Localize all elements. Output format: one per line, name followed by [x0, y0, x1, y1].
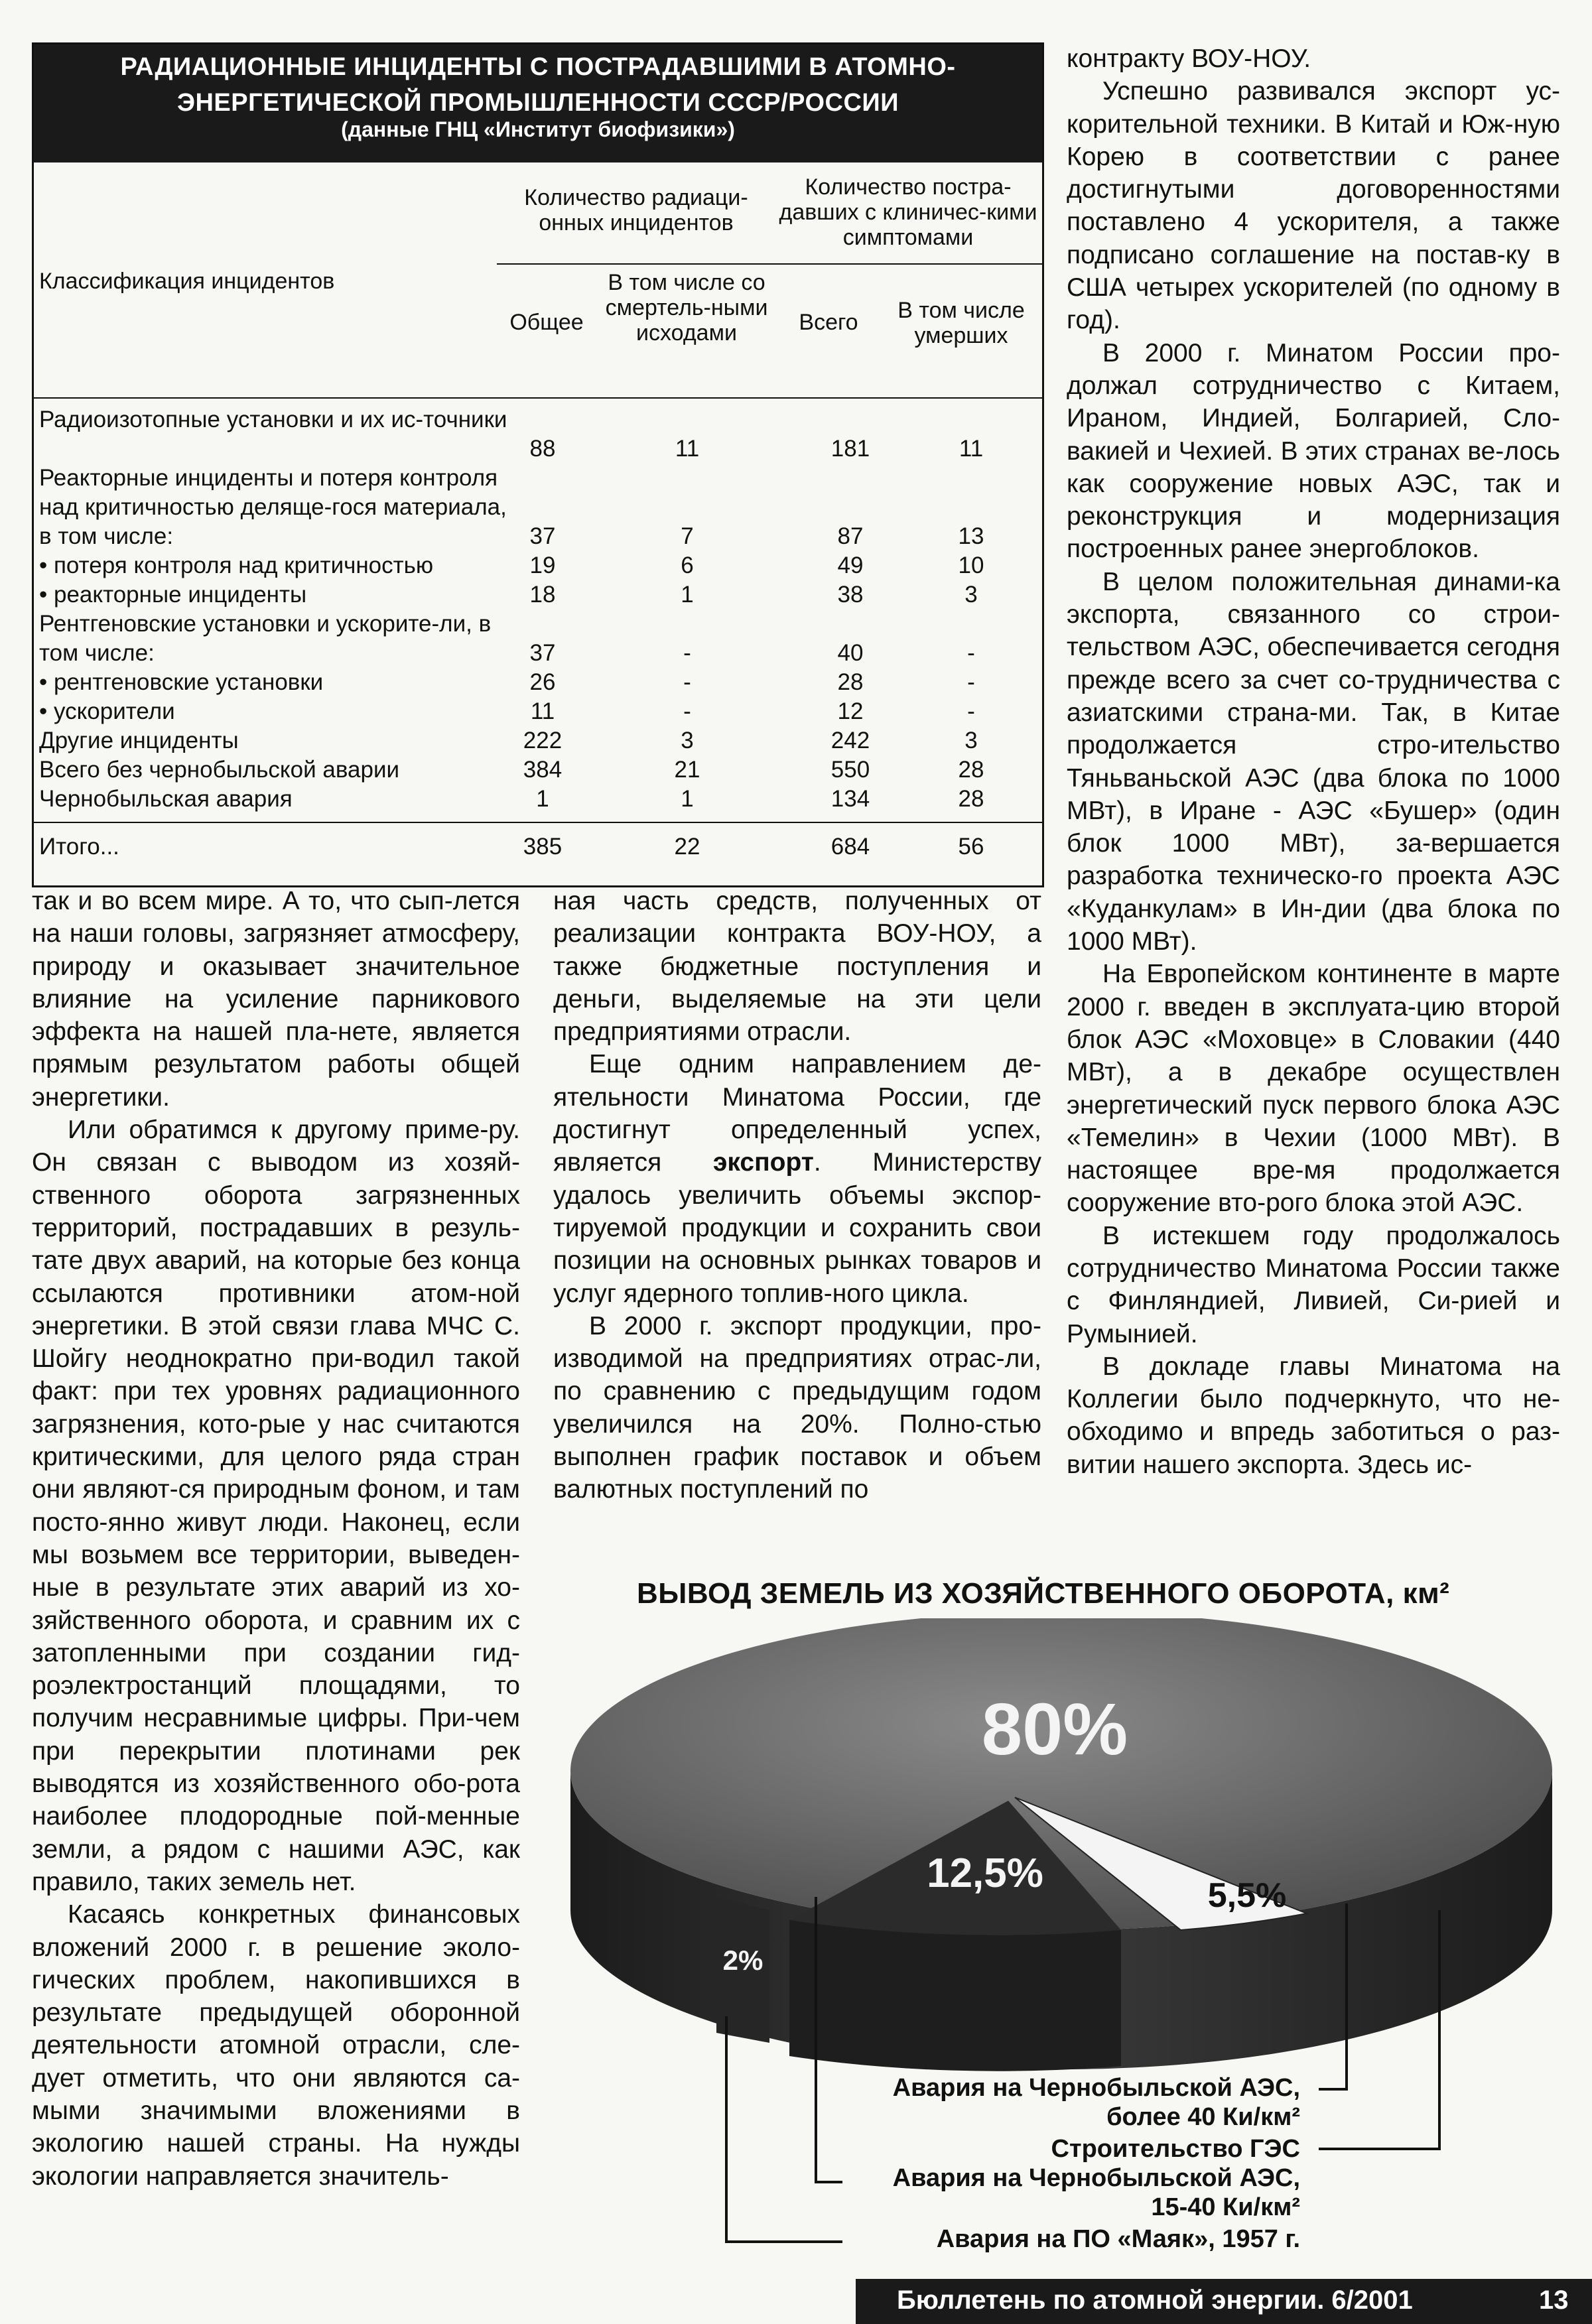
header-divider — [497, 263, 1042, 265]
cell-victims: 87 — [837, 523, 864, 549]
cell-dead: - — [967, 640, 975, 666]
cell-total: 222 — [523, 728, 563, 753]
cell-dead: 13 — [958, 523, 984, 549]
caption-mayak: Авария на ПО «Маяк», 1957 г. — [936, 2225, 1300, 2253]
cell-victims: 181 — [830, 436, 870, 462]
cell-dead: - — [967, 669, 975, 695]
text-span: Еще одним направлением де-ятельности Минатома России, где достигнут определенный успех, является — [553, 1050, 1041, 1177]
cell-victims: 134 — [830, 786, 870, 812]
table-row — [34, 697, 1042, 726]
table-title-source: (данные ГНЦ «Институт биофизики») — [341, 117, 735, 141]
caption-hydro: Строительство ГЭС — [1051, 2135, 1300, 2163]
paragraph: Успешно развивался экспорт ус-корительной техники. В Китай и Юж-ную Корею в соответствии с ранее достигнутыми договоренностями поставлено 4 ускорителя, а также подписано соглашение на постав-ку в США четырех ускорителей (по одному в год). — [1067, 77, 1560, 335]
cell-fatal: 11 — [675, 436, 700, 462]
text-span: . Министерству удалось увеличить объемы экспор-тируемой продукции и сохранить свои позиции на основных рынках товаров и услуг ядерного топлив-ного цикла. — [553, 1148, 1042, 1308]
text-column-left — [32, 885, 520, 2193]
cell-victims: 28 — [837, 669, 864, 695]
table-row — [34, 464, 1042, 551]
paragraph-export — [553, 1048, 1041, 1309]
cell-fatal: 22 — [674, 834, 700, 860]
cell-total: 11 — [530, 698, 555, 724]
row-label: Рентгеновские установки и ускорите-ли, в том числе: — [39, 611, 492, 666]
cell-total: 385 — [523, 834, 563, 860]
cell-fatal: 21 — [674, 757, 700, 783]
cell-total: 37 — [529, 640, 556, 666]
incidents-table — [32, 42, 1044, 887]
cell-dead: 3 — [964, 582, 978, 608]
cell-dead: 28 — [958, 786, 984, 812]
cell-fatal: 3 — [681, 728, 694, 753]
row-label: Радиоизотопные установки и их ис-точники — [39, 407, 507, 432]
cell-total: 19 — [529, 552, 556, 578]
cell-victims: 12 — [837, 698, 864, 724]
row-label: Другие инциденты — [39, 728, 239, 753]
header-total: Общее — [509, 310, 584, 335]
paragraph: Касаясь конкретных финансовых вложений 2000 г. в решение эколо-гических проблем, накопившихся в результате предыдущей оборонной деятельности атомной отрасли, сле-дует отметить, что они являются са-мыми значимыми вложениями в экологию нашей страны. На нужды экологии направляется значитель- — [32, 1900, 520, 2191]
cell-dead: 28 — [958, 757, 984, 783]
paragraph: ная часть средств, полученных от реализации контракта ВОУ-НОУ, а также бюджетные поступления и деньги, выделяемые на эти цели предприятиями отрасли. — [553, 887, 1041, 1047]
caption-line: Авария на Чернобыльской АЭС, — [892, 2164, 1300, 2192]
cell-fatal: 1 — [681, 582, 694, 608]
page-number: 13 — [1539, 2286, 1569, 2315]
cell-total: 1 — [536, 786, 549, 812]
paragraph: В докладе главы Минатома на Коллегии было подчеркнуто, что не-обходимо и впредь заботиться о раз-витии нашего экспорта. Здесь ис- — [1067, 1352, 1560, 1479]
table-row — [34, 755, 1042, 785]
cell-dead: 3 — [964, 728, 978, 753]
paragraph: В целом положительная динами-ка экспорта, связанного со строи-тельством АЭС, обеспечивается сегодня прежде всего за счет со-трудничества с азиатскими страна-ми. Так, в Китае продолжается стро-ительство Тяньваньской АЭС (два блока по 1000 МВт), в Иране - АЭС «Бушер» (один блок 1000 МВт), за-вершается разработка техническо-го проекта АЭС «Куданкулам» в Ин-дии (два блока по 1000 МВт). — [1067, 567, 1560, 956]
table-row — [34, 551, 1042, 580]
paragraph: контракту ВОУ-НОУ. — [1067, 44, 1311, 73]
header-victims-group: Количество постра-давших с клиничес-кими симптомами — [779, 174, 1037, 250]
header-bottom-line — [34, 397, 1042, 399]
cell-victims: 684 — [830, 834, 870, 860]
table-row — [34, 610, 1042, 668]
paragraph: В истекшем году продолжалось сотрудничество Минатома России также с Финляндией, Ливией, Си-рией и Румынией. — [1067, 1221, 1560, 1348]
cell-fatal: 6 — [681, 552, 694, 578]
caption-line: Авария на Чернобыльской АЭС, — [892, 2074, 1300, 2102]
paragraph: так и во всем мире. А то, что сып-лется на наши головы, загрязняет атмосферу, природу и оказывает значительное влияние на усиление парникового эффекта на нашей пла-нете, является прямым результатом работы общей энергетики. — [32, 887, 520, 1112]
caption-chernobyl-40 — [730, 2073, 1300, 2132]
slice-label-2: 2% — [722, 1945, 763, 1976]
cell-fatal: - — [683, 698, 691, 724]
caption-chernobyl-15-40 — [730, 2163, 1300, 2222]
row-label: • реакторные инциденты — [39, 582, 307, 608]
row-label: Всего без чернобыльской аварии — [39, 757, 400, 783]
row-label: Реакторные инциденты и потеря контроля над критичностью деляще-гося материала, в том числе: — [39, 465, 507, 549]
export-keyword: экспорт — [712, 1148, 814, 1177]
cell-victims: 38 — [837, 582, 864, 608]
page-footer — [856, 2279, 1592, 2324]
header-including-fatal: В том числе со смертель-ными исходами — [605, 270, 768, 346]
row-label: • рентгеновские установки — [39, 669, 324, 695]
table-row — [34, 405, 1042, 464]
caption-line: 15-40 Ки/км² — [1151, 2193, 1300, 2221]
slice-label-12-5: 12,5% — [927, 1850, 1043, 1896]
table-title-bar — [34, 44, 1042, 162]
total-divider — [34, 822, 1042, 823]
table-row — [34, 726, 1042, 755]
cell-total: 88 — [529, 436, 556, 462]
table-total-row — [34, 832, 1042, 862]
journal-name: Бюллетень по атомной энергии. 6/2001 — [897, 2286, 1413, 2315]
table-row — [34, 580, 1042, 610]
table-row — [34, 785, 1042, 814]
paragraph: В 2000 г. Минатом России про-должал сотрудничество с Китаем, Ираном, Индией, Болгарией, Сло-вакией и Чехией. В этих странах ве-лось как сооружение новых АЭС, так и реконструкция и модернизация построенных ранее энергоблоков. — [1067, 338, 1560, 564]
table-title-line2: ЭНЕРГЕТИЧЕСКОЙ ПРОМЫШЛЕННОСТИ СССР/РОССИИ — [176, 89, 899, 117]
slice-label-5-5: 5,5% — [1207, 1876, 1287, 1915]
row-label: Чернобыльская авария — [39, 786, 293, 812]
text-column-middle — [553, 885, 1041, 1506]
slice-label-80: 80% — [981, 1689, 1128, 1770]
cell-victims: 242 — [830, 728, 870, 753]
row-label: • потеря контроля над критичностью — [39, 552, 434, 578]
table-title-line1: РАДИАЦИОННЫЕ ИНЦИДЕНТЫ С ПОСТРАДАВШИМИ В АТОМНО- — [120, 53, 956, 81]
cell-fatal: - — [683, 640, 691, 666]
cell-dead: 11 — [959, 436, 984, 462]
cell-total: 37 — [529, 523, 556, 549]
cell-victims: 40 — [837, 640, 864, 666]
pie-slice-side — [789, 1920, 1121, 2071]
caption-line: более 40 Ки/км² — [1106, 2103, 1300, 2131]
text-column-right — [1067, 42, 1560, 1481]
cell-total: 26 — [529, 669, 556, 695]
cell-dead: 56 — [958, 834, 984, 860]
header-incidents-group: Количество радиаци-онных инцидентов — [524, 185, 748, 235]
cell-fatal: - — [683, 669, 691, 695]
cell-total: 18 — [529, 582, 556, 608]
chart-title: ВЫВОД ЗЕМЕЛЬ ИЗ ХОЗЯЙСТВЕННОГО ОБОРОТА, км² — [637, 1577, 1450, 1610]
cell-fatal: 7 — [681, 523, 694, 549]
header-classification: Классификация инцидентов — [39, 269, 335, 294]
paragraph: На Европейском континенте в марте 2000 г. введен в эксплуата-цию второй блок АЭС «Моховце» в Словакии (440 МВт), а в декабре осуществлен энергетический пуск первого блока АЭС «Темелин» в Чехии (1000 МВт). В настоящее вре-мя продолжается сооружение вто-рого блока этой АЭС. — [1067, 960, 1560, 1218]
table-row — [34, 668, 1042, 697]
cell-dead: 10 — [958, 552, 984, 578]
cell-victims: 550 — [830, 757, 870, 783]
row-label: • ускорители — [39, 698, 175, 724]
paragraph: В 2000 г. экспорт продукции, про-изводимой на предприятиях отрас-ли, по сравнению с предыдущим годом увеличился на 20%. Полно-стью выполнен график поставок и объем валютных поступлений по — [553, 1311, 1041, 1504]
cell-dead: - — [967, 698, 975, 724]
cell-total: 384 — [523, 757, 563, 783]
header-all: Всего — [799, 310, 858, 335]
cell-victims: 49 — [837, 552, 864, 578]
cell-fatal: 1 — [681, 786, 694, 812]
header-including-dead: В том числе умерших — [897, 298, 1025, 348]
paragraph: Или обратимся к другому приме-ру. Он связан с выводом из хозяй-ственного оборота загрязненных территорий, пострадавших в резуль-тате двух аварий, на которые без конца ссылаются противники атом-ной энергетики. В этой связи глава МЧС С. Шойгу неоднократно при-водил такой факт: при тех уровнях радиационного загрязнения, кото-рые у нас считаются критическими, для целого ряда стран они являют-ся природным фоном, и там посто-янно живут люди. Наконец, если мы возьмем все территории, выведен-ные в результате этих аварий из хо-зяйственного оборота, и сравним их с затопленными при создании гид-роэлектростанций площадями, то получим несравнимые цифры. При-чем при перекрытии плотинами рек выводятся из хозяйственного обо-рота наиболее плодородные пой-менные земли, а рядом с нашими АЭС, как правило, таких земель нет. — [32, 1116, 520, 1896]
total-row-label: Итого... — [39, 834, 119, 860]
